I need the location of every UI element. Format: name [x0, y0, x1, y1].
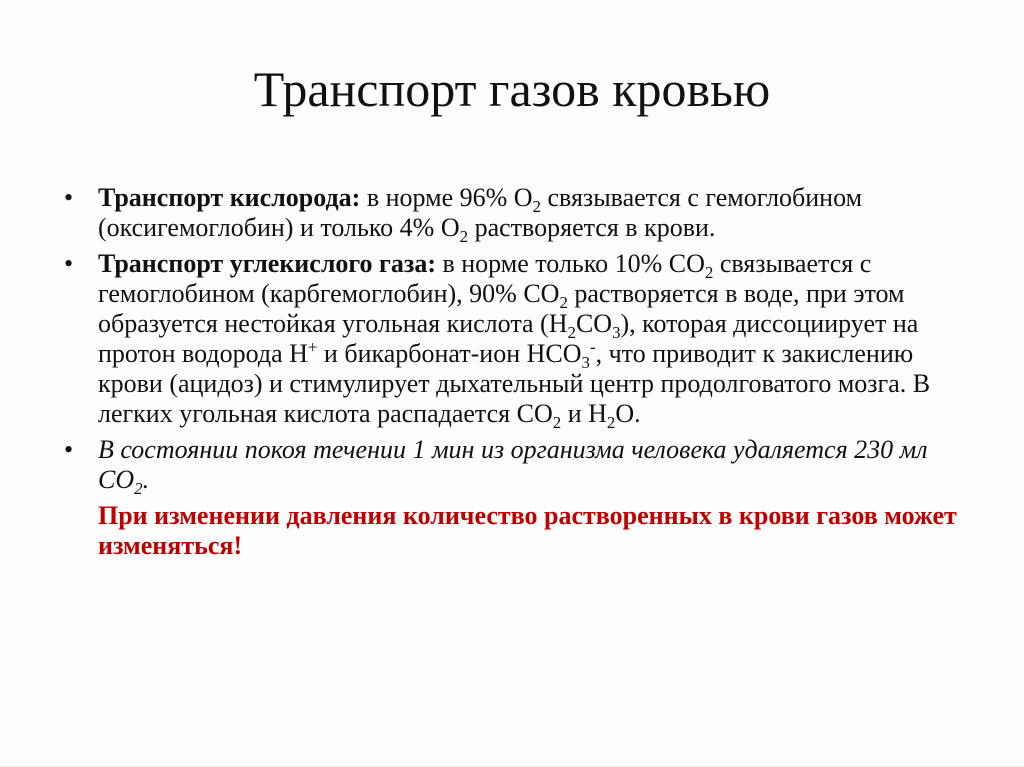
bullet-rest-exhalation: • В состоянии покоя течении 1 мин из организма человека удаляется 230 мл $СО_2$.: [64, 435, 928, 498]
slide-content: [60, 183, 960, 561]
bullet-dot: •: [64, 183, 74, 212]
bullet-oxygen-transport: • Транспорт кислорода: в норме 96% $O_2$ связывается с гемоглобином (оксигемоглобин) и только 4% $O_2$ растворяется в крови.: [64, 183, 863, 246]
pressure-note: При изменении давления количество растворенных в крови газов может изменяться!: [98, 501, 957, 560]
bullet-dot: •: [64, 249, 74, 278]
bullet-dot: •: [64, 435, 74, 464]
bullet-co2-transport: • Транспорт углекислого газа: в норме только 10% $СО_2$ связывается с гемоглобином (карбгемоглобин), 90% $СО_2$ растворяется в воде, при этом образуется нестойкая угольная кислота $(H_2CO_3)$, которая диссоциирует на протон водорода H+ и бикарбонат-ион $НСО_3^-$, что приводит к закислению крови (ацидоз) и стимулирует дыхательный центр продолговатого мозга. В легких угольная кислота распадается $СО_2$ и $H_2O$.: [64, 249, 931, 432]
bullet-lead: Транспорт углекислого газа:: [98, 249, 436, 278]
bullet-lead: Транспорт кислорода:: [98, 183, 361, 212]
slide-title: Транспорт газов кровью: [253, 61, 771, 117]
